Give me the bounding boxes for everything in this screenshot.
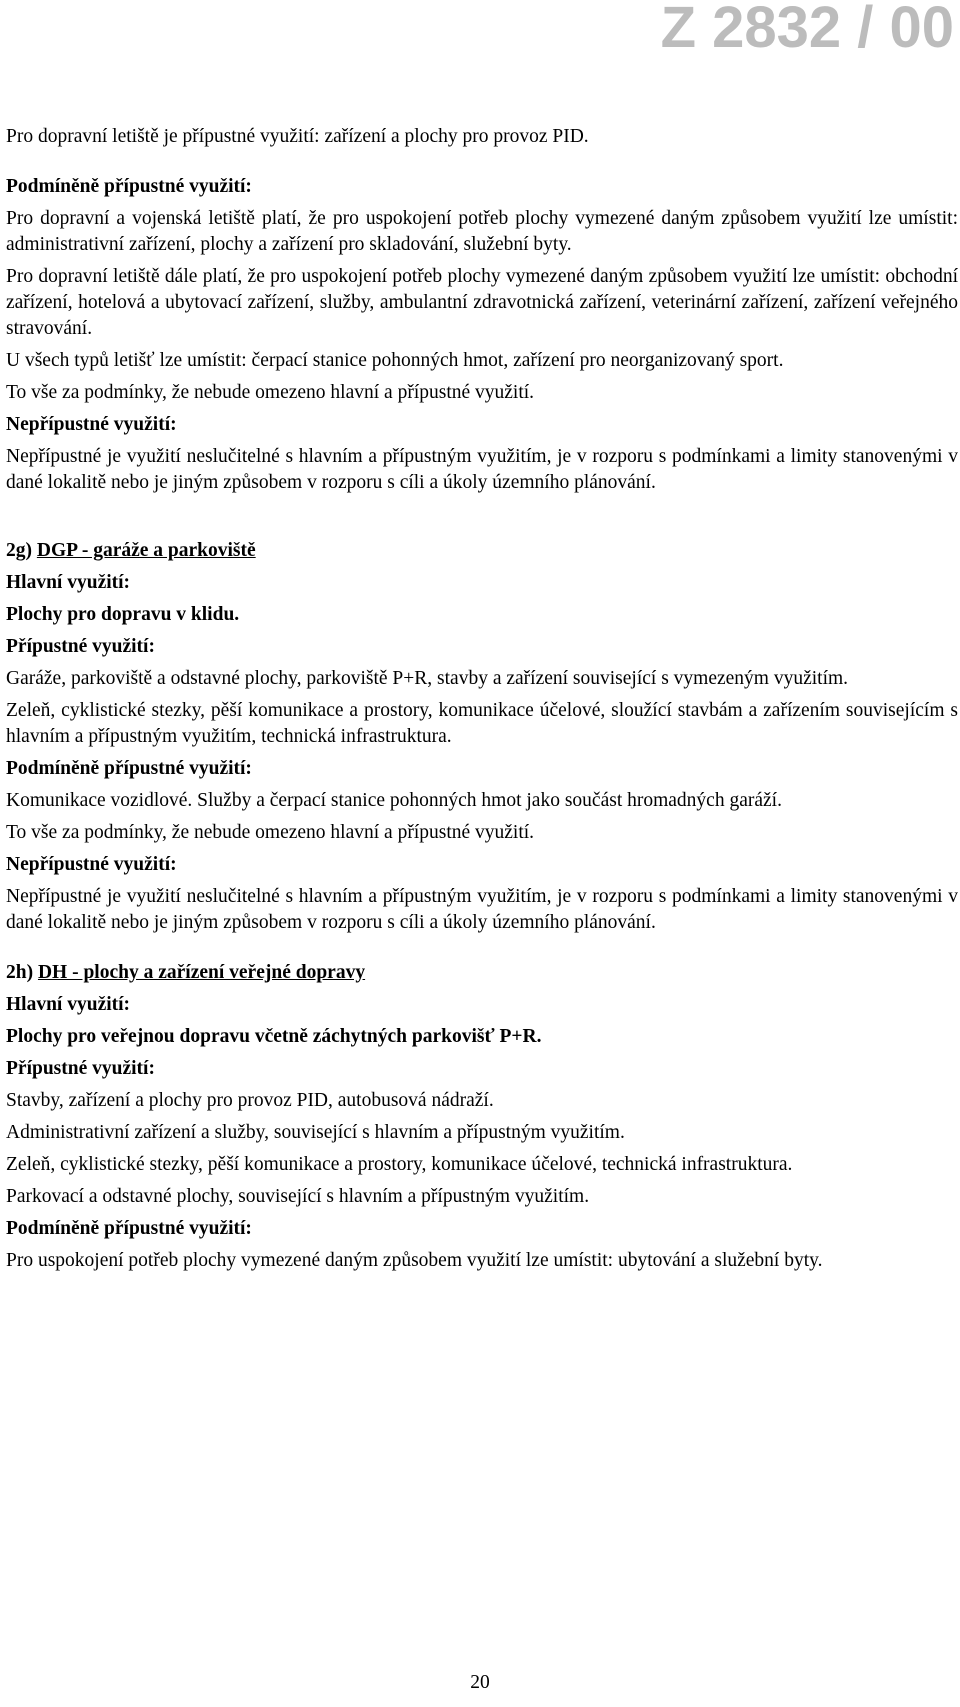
- permitted-paragraph: Parkovací a odstavné plochy, související s hlavním a přípustným využitím.: [6, 1186, 590, 1207]
- conditional-paragraph: U všech typů letišť lze umístit: čerpací stanice pohonných hmot, zařízení pro neorganizovaný sport.: [6, 350, 784, 371]
- section-2h-heading: [6, 960, 958, 986]
- section-number: 2h): [6, 962, 34, 983]
- main-use-text: Plochy pro dopravu v klidu.: [6, 604, 240, 625]
- document-body: [6, 124, 958, 1280]
- permitted-paragraph: Stavby, zařízení a plochy pro provoz PID, autobusová nádraží.: [6, 1090, 494, 1111]
- forbidden-use-heading: Nepřípustné využití:: [6, 414, 177, 435]
- conditional-use-heading: Podmíněně přípustné využití:: [6, 1218, 252, 1239]
- permitted-paragraph: Zeleň, cyklistické stezky, pěší komunikace a prostory, komunikace účelové, technická infrastruktura.: [6, 1154, 793, 1175]
- forbidden-paragraph: Nepřípustné je využití neslučitelné s hlavním a přípustným využitím, je v rozporu s podmínkami a limity stanovenými v dané lokalitě nebo je jiným způsobem v rozporu s cíli a úkoly územního plánování.: [6, 886, 958, 933]
- conditional-paragraph: Komunikace vozidlové. Služby a čerpací stanice pohonných hmot jako součást hromadných garáží.: [6, 790, 782, 811]
- conditional-use-heading: Podmíněně přípustné využití:: [6, 758, 252, 779]
- conditional-paragraph: Pro uspokojení potřeb plochy vymezené daným způsobem využití lze umístit: ubytování a služební byty.: [6, 1250, 823, 1271]
- permitted-use-heading: Přípustné využití:: [6, 636, 155, 657]
- forbidden-use-heading: Nepřípustné využití:: [6, 854, 177, 875]
- forbidden-paragraph: Nepřípustné je využití neslučitelné s hlavním a přípustným využitím, je v rozporu s podmínkami a limity stanovenými v dané lokalitě nebo je jiným způsobem v rozporu s cíli a úkoly územního plánování.: [6, 446, 958, 493]
- page-number: 20: [470, 1672, 490, 1693]
- conditional-paragraph: Pro dopravní a vojenská letiště platí, že pro uspokojení potřeb plochy vymezené daným způsobem využití lze umístit: administrativní zařízení, plochy a zařízení pro skladování, služební byty.: [6, 208, 958, 255]
- section-title: DGP - garáže a parkoviště: [36, 540, 256, 561]
- main-use-heading: Hlavní využití:: [6, 994, 131, 1015]
- section-number: 2g): [6, 540, 32, 561]
- intro-paragraph: Pro dopravní letiště je přípustné využití: zařízení a plochy pro provoz PID.: [6, 126, 589, 147]
- permitted-use-heading: Přípustné využití:: [6, 1058, 155, 1079]
- permitted-paragraph: Zeleň, cyklistické stezky, pěší komunikace a prostory, komunikace účelové, sloužící stavbám a zařízením souvisejícím s hlavním a přípustným využitím, technická infrastruktura.: [6, 700, 958, 747]
- document-id: Z 2832 / 00: [660, 0, 954, 60]
- section-2g-heading: [6, 538, 958, 564]
- conditional-paragraph: To vše za podmínky, že nebude omezeno hlavní a přípustné využití.: [6, 822, 535, 843]
- conditional-use-heading: Podmíněně přípustné využití:: [6, 176, 252, 197]
- main-use-heading: Hlavní využití:: [6, 572, 131, 593]
- main-use-text: Plochy pro veřejnou dopravu včetně záchytných parkovišť P+R.: [6, 1026, 542, 1047]
- permitted-paragraph: Garáže, parkoviště a odstavné plochy, parkoviště P+R, stavby a zařízení související s vymezeným využitím.: [6, 668, 849, 689]
- section-title: DH - plochy a zařízení veřejné dopravy: [37, 962, 366, 983]
- conditional-paragraph: Pro dopravní letiště dále platí, že pro uspokojení potřeb plochy vymezené daným způsobem využití lze umístit: obchodní zařízení, hotelová a ubytovací zařízení, služby, ambulantní zdravotnická zařízení, veterinární zařízení, zařízení veřejného stravování.: [6, 266, 958, 339]
- permitted-paragraph: Administrativní zařízení a služby, související s hlavním a přípustným využitím.: [6, 1122, 625, 1143]
- conditional-paragraph: To vše za podmínky, že nebude omezeno hlavní a přípustné využití.: [6, 382, 535, 403]
